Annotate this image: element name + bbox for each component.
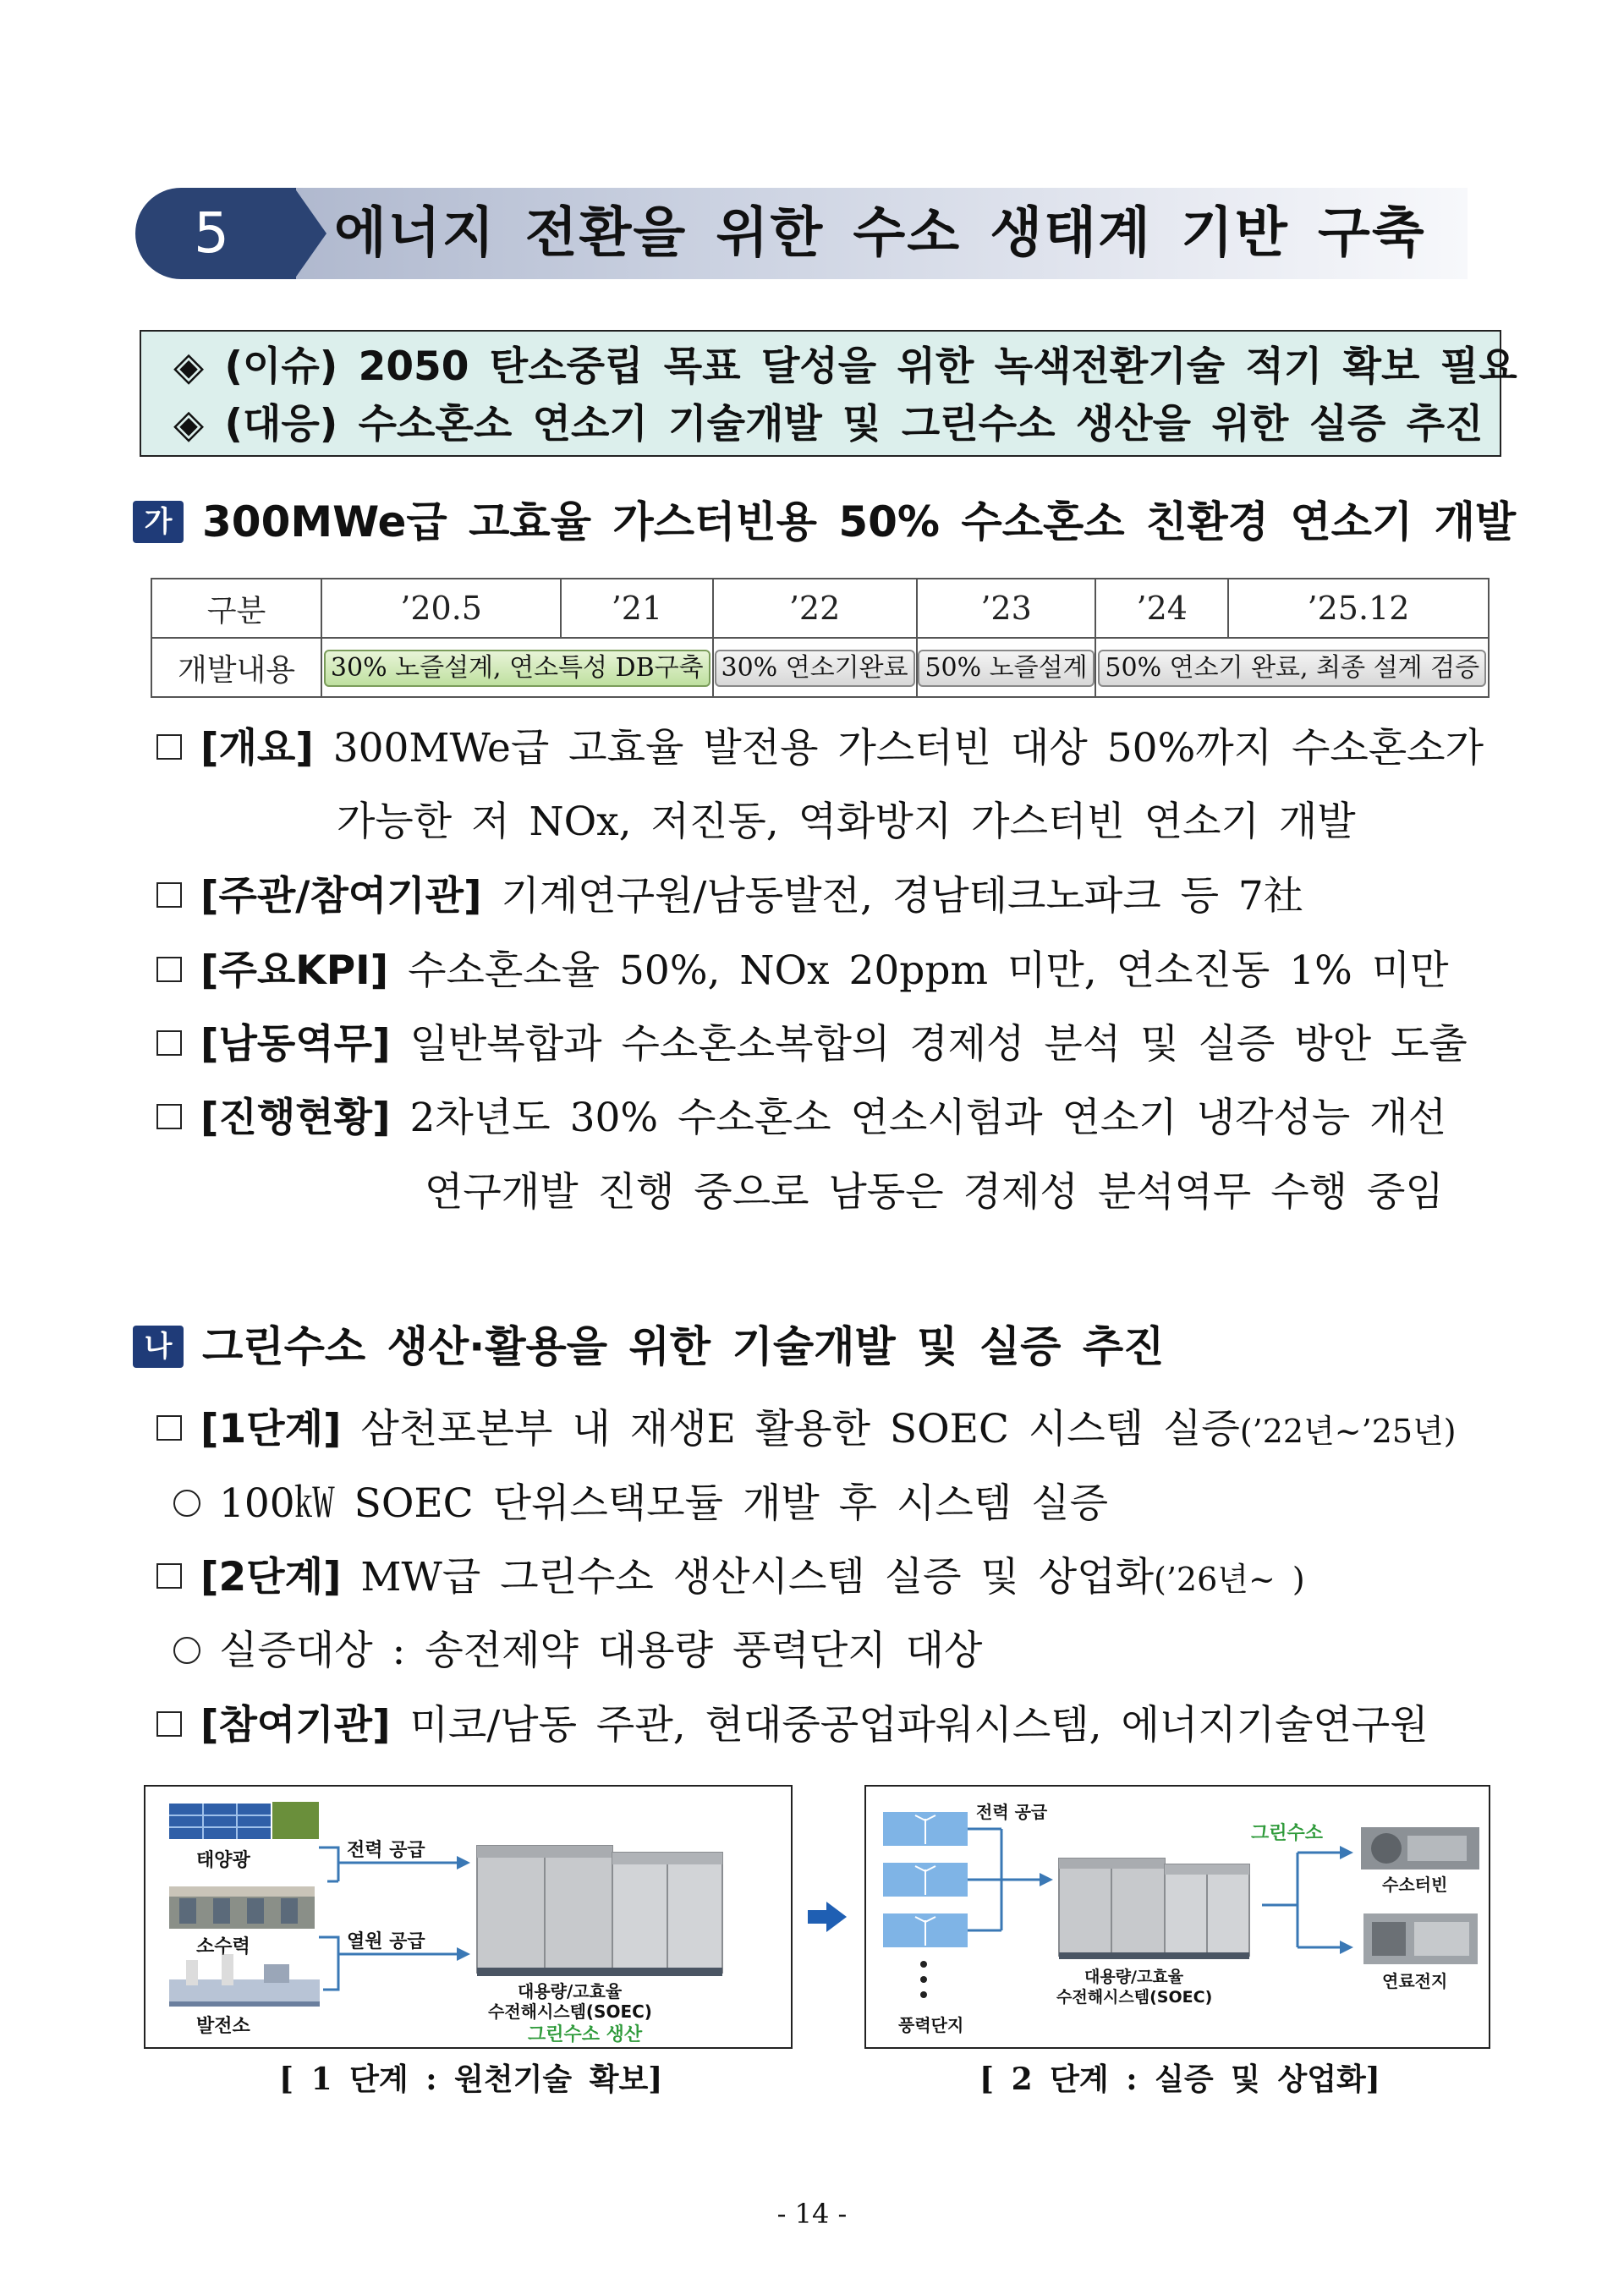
power-supply-label: 전력 공급 (976, 1802, 1048, 1822)
list-item (156, 1552, 1305, 1605)
issue-line: ◈ (이슈) 2050 탄소중립 목표 달성을 위한 녹색전환기술 적기 확보 필요 (173, 343, 1517, 390)
list-item (156, 871, 1303, 922)
square-bullet-icon (156, 1104, 182, 1129)
arrow-right-icon (808, 1902, 847, 1932)
stage2-caption: [ 2 단계 : 실증 및 상업화] (979, 2062, 1380, 2097)
item-label: [개요] (200, 725, 314, 771)
section-a-title: 300MWe급 고효율 가스터빈용 50% 수소혼소 친환경 연소기 개발 (202, 497, 1517, 546)
soec-label: 수전해시스템(SOEC) (488, 2001, 652, 2022)
item-text: MW급 그린수소 생산시스템 실증 및 상업화 (360, 1554, 1154, 1600)
wind-farm-label: 풍력단지 (898, 2015, 964, 2035)
item-text: 2차년도 30% 수소혼소 연소시험과 연소기 냉각성능 개선 (409, 1095, 1446, 1141)
plant-label: 발전소 (196, 2016, 250, 2037)
square-bullet-icon (156, 1030, 182, 1056)
section-number: 5 (194, 200, 229, 266)
item-text: 기계연구원/남동발전, 경남테크노파크 등 7社 (501, 873, 1303, 920)
development-timeline-table (151, 578, 1490, 696)
year-cell: ’21 (561, 579, 712, 638)
square-bullet-icon (156, 957, 182, 982)
square-bullet-icon (156, 1563, 182, 1589)
section-a-header (133, 495, 1516, 549)
square-bullet-icon (156, 1711, 182, 1737)
response-line: ◈ (대응) 수소혼소 연소기 기술개발 및 그린수소 생산을 위한 실증 추진 (173, 401, 1484, 447)
fuel-cell-icon (1363, 1913, 1478, 1964)
soec-label: 수전해시스템(SOEC) (1056, 1988, 1213, 2007)
solar-panel-icon (169, 1802, 319, 1839)
year-cell: ’20.5 (321, 579, 561, 638)
table-row (151, 579, 1489, 638)
item-continuation: 연구개발 진행 중으로 남동은 경제성 분석역무 수행 중임 (425, 1169, 1444, 1216)
item-text: 삼천포본부 내 재생E 활용한 SOEC 시스템 실증 (360, 1406, 1240, 1452)
list-item (156, 1404, 1457, 1457)
item-text: 300MWe급 고효율 발전용 가스터빈 대상 50%까지 수소혼소가 (332, 725, 1484, 771)
hydrogen-turbine-icon (1361, 1827, 1479, 1869)
item-label: [주요KPI] (200, 947, 389, 994)
stage-pill: 30% 노즐설계, 연소특성 DB구축 (324, 650, 710, 687)
wind-turbine-icon (883, 1812, 968, 1947)
item-label: [주관/참여기관] (200, 873, 482, 920)
year-cell: ’23 (917, 579, 1096, 638)
stage2-diagram-graphics (866, 1787, 1490, 2049)
stage-cell (1095, 638, 1489, 697)
item-label: [1단계] (200, 1406, 342, 1452)
item-label: [진행현황] (200, 1095, 391, 1141)
section-b-header (133, 1320, 1164, 1374)
table-header-cell: 개발내용 (151, 638, 321, 697)
section-a-tag: 가 (133, 501, 184, 543)
item-label: [참여기관] (200, 1702, 391, 1749)
heat-supply-label: 열원 공급 (347, 1931, 425, 1952)
item-period: (’26년~ ) (1154, 1561, 1305, 1598)
item-label: [2단계] (200, 1554, 342, 1600)
list-item (173, 1479, 1108, 1529)
fuel-cell-label: 연료전지 (1382, 1971, 1448, 1991)
table-row (151, 638, 1489, 697)
stage-cell (713, 638, 917, 697)
soec-system-icon (1059, 1859, 1249, 1959)
soec-label: 대용량/고효율 (1084, 1968, 1184, 1986)
list-item (156, 1700, 1429, 1751)
list-item (173, 1626, 982, 1677)
section-b-title: 그린수소 생산·활용을 위한 기술개발 및 실증 추진 (202, 1322, 1165, 1371)
circle-bullet-icon (173, 1637, 200, 1664)
year-cell: ’22 (713, 579, 917, 638)
stage-pill: 50% 연소기 완료, 최종 설계 검증 (1098, 650, 1486, 687)
stage-pill: 50% 노즐설계 (918, 650, 1094, 687)
solar-label: 태양광 (196, 1850, 250, 1871)
power-plant-icon (169, 1954, 320, 2007)
green-production-label: 그린수소 생산 (528, 2024, 643, 2045)
item-label: [남동역무] (200, 1021, 391, 1068)
stage-pill: 30% 연소기완료 (715, 650, 915, 687)
table-header-cell: 구분 (151, 579, 321, 638)
list-item (156, 1019, 1468, 1070)
h2-turbine-label: 수소터빈 (1382, 1875, 1448, 1895)
item-text: 수소혼소율 50%, NOx 20ppm 미만, 연소진동 1% 미만 (408, 947, 1449, 994)
stage1-diagram-graphics (145, 1787, 793, 2049)
hydro-dam-icon (169, 1886, 315, 1929)
page-number: - 14 - (776, 2198, 848, 2230)
item-period: (’22년~’25년) (1239, 1413, 1457, 1450)
hydro-label: 소수력 (196, 1936, 250, 1957)
chevron-right-icon (294, 188, 326, 279)
power-supply-label: 전력 공급 (347, 1840, 425, 1861)
stage-cell (321, 638, 713, 697)
section-title-banner (135, 188, 1468, 279)
page-title: 에너지 전환을 위한 수소 생태계 기반 구축 (334, 202, 1426, 265)
list-item (156, 946, 1449, 997)
item-text: 미코/남동 주관, 현대중공업파워시스템, 에너지기술연구원 (409, 1702, 1429, 1749)
list-item (156, 723, 1484, 774)
stage1-caption: [ 1 단계 : 원천기술 확보] (279, 2062, 663, 2097)
year-cell: ’25.12 (1228, 579, 1489, 638)
item-text: 100㎾ SOEC 단위스택모듈 개발 후 시스템 실증 (219, 1480, 1108, 1527)
item-text: 실증대상 : 송전제약 대용량 풍력단지 대상 (219, 1628, 983, 1674)
issue-summary-box (140, 330, 1517, 457)
soec-label: 대용량/고효율 (518, 1981, 623, 2001)
stage2-diagram (864, 1785, 1490, 2049)
year-cell: ’24 (1095, 579, 1228, 638)
circle-bullet-icon (173, 1490, 200, 1517)
square-bullet-icon (156, 1415, 182, 1441)
section-b-tag: 나 (133, 1326, 184, 1368)
item-continuation: 가능한 저 NOx, 저진동, 역화방지 가스터빈 연소기 개발 (337, 799, 1356, 845)
square-bullet-icon (156, 734, 182, 760)
item-text: 일반복합과 수소혼소복합의 경제성 분석 및 실증 방안 도출 (409, 1021, 1468, 1068)
square-bullet-icon (156, 882, 182, 908)
soec-system-icon (477, 1846, 722, 1976)
green-hydrogen-label: 그린수소 (1251, 1823, 1324, 1844)
stage-cell (917, 638, 1096, 697)
stage1-diagram (144, 1785, 793, 2049)
list-item (156, 1093, 1446, 1144)
